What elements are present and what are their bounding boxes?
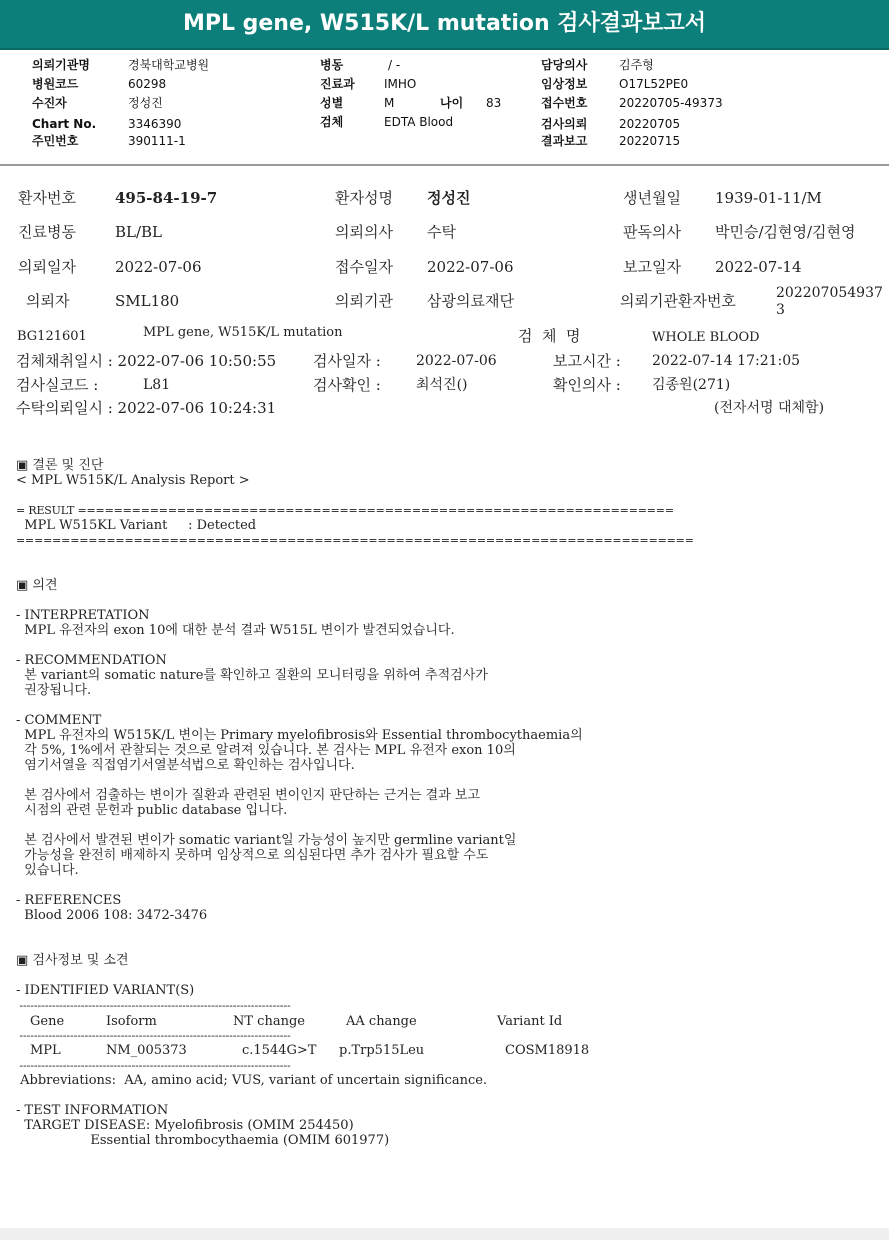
recommendation-text-2: 권장됩니다. <box>16 683 92 698</box>
label-institution: 의뢰기관명 <box>32 58 90 72</box>
value-institution-patient-no-line1: 202207054937 <box>776 285 883 301</box>
label-request-date: 의뢰일자 <box>18 258 76 276</box>
label-test-confirm: 검사확인 : <box>313 376 381 394</box>
value-chart-no: 3346390 <box>128 117 182 131</box>
variants-col-nt-change: NT change <box>233 1014 305 1029</box>
label-patient-name: 환자성명 <box>335 189 393 207</box>
variant-aa-change: p.Trp515Leu <box>339 1043 425 1058</box>
result-separator: = RESULT ================================================================== <box>16 504 674 517</box>
label-ward-2: 진료병동 <box>18 223 76 241</box>
label-department: 진료과 <box>320 77 355 91</box>
label-receipt-no: 접수번호 <box>541 96 588 110</box>
interpretation-text: MPL 유전자의 exon 10에 대한 분석 결과 W515L 변이가 발견되었습니다. <box>16 623 455 638</box>
value-age: 83 <box>486 96 502 110</box>
value-ward-2: BL/BL <box>115 223 163 241</box>
conclusion-heading: ▣ 결론 및 진단 <box>16 458 104 473</box>
value-department: IMHO <box>384 77 417 91</box>
value-receipt-no: 20220705-49373 <box>619 96 723 110</box>
value-hospital-code: 60298 <box>128 77 167 91</box>
value-receipt-date: 2022-07-06 <box>427 258 514 276</box>
target-disease-line-1: TARGET DISEASE: Myelofibrosis (OMIM 254450) <box>16 1118 354 1133</box>
label-confirming-doctor: 확인의사 : <box>553 376 621 394</box>
label-institution-patient-no: 의뢰기관환자번호 <box>620 292 736 310</box>
value-institution: 경북대학교병원 <box>128 58 210 72</box>
equals-separator: =========================================================================== <box>16 534 694 547</box>
label-ward: 병동 <box>320 58 344 72</box>
consignment-datetime: 수탁의뢰일시 : 2022-07-06 10:24:31 <box>16 399 277 417</box>
result-value: MPL W515KL Variant : Detected <box>16 518 257 533</box>
test-information-title: - TEST INFORMATION <box>16 1103 169 1118</box>
value-reading-doctor: 박민승/김현영/김현영 <box>715 223 856 241</box>
collection-datetime: 검체채취일시 : 2022-07-06 10:50:55 <box>16 352 277 370</box>
bottom-strip <box>0 1228 889 1240</box>
label-test-request: 검사의뢰 <box>541 117 588 131</box>
abbreviations: Abbreviations: AA, amino acid; VUS, variant of uncertain significance. <box>16 1073 488 1088</box>
opinion-heading: ▣ 의견 <box>16 578 58 593</box>
label-doctor: 담당의사 <box>541 58 588 72</box>
label-examinee: 수진자 <box>32 96 67 110</box>
test-code: BG121601 <box>17 329 87 344</box>
value-clinical-info: O17L52PE0 <box>619 77 689 91</box>
value-specimen-name: WHOLE BLOOD <box>652 330 760 345</box>
label-requesting-doctor: 의뢰의사 <box>335 223 393 241</box>
value-dob: 1939-01-11/M <box>715 189 822 207</box>
value-lab-code: L81 <box>143 377 171 393</box>
value-patient-id: 495-84-19-7 <box>115 189 218 207</box>
variant-gene: MPL <box>30 1043 61 1058</box>
variants-table-top-rule: --------------------------------------------------------------------------- <box>16 999 291 1012</box>
value-requesting-institution: 삼광의료재단 <box>427 292 514 310</box>
value-report-date: 2022-07-14 <box>715 258 802 276</box>
variants-col-aa-change: AA change <box>346 1014 417 1029</box>
identified-variants-title: - IDENTIFIED VARIANT(S) <box>16 983 195 998</box>
label-lab-code: 검사실코드 : <box>16 376 99 394</box>
variant-isoform: NM_005373 <box>106 1043 187 1058</box>
value-test-request: 20220705 <box>619 117 681 131</box>
comment-line-5: 시점의 관련 문헌과 public database 입니다. <box>16 803 288 818</box>
electronic-signature-note: (전자서명 대체함) <box>714 400 825 416</box>
variant-id: COSM18918 <box>505 1043 590 1058</box>
value-institution-patient-no-line2: 3 <box>776 302 785 318</box>
report-title: MPL gene, W515K/L mutation 검사결과보고서 <box>182 11 707 36</box>
variants-table-bottom-rule: --------------------------------------------------------------------------- <box>16 1059 291 1072</box>
variants-col-gene: Gene <box>30 1014 65 1029</box>
label-clinical-info: 임상정보 <box>541 77 588 91</box>
label-hospital-code: 병원코드 <box>32 77 79 91</box>
comment-title: - COMMENT <box>16 713 102 728</box>
value-confirming-doctor: 김종원(271) <box>652 377 731 393</box>
comment-line-2: 각 5%, 1%에서 관찰되는 것으로 알려져 있습니다. 본 검사는 MPL 유전자 exon 10의 <box>16 743 516 758</box>
value-requester: SML180 <box>115 292 180 310</box>
references-title: - REFERENCES <box>16 893 122 908</box>
variants-col-variant-id: Variant Id <box>497 1014 563 1029</box>
value-patient-name: 정성진 <box>427 189 471 207</box>
target-disease-line-2: Essential thrombocythaemia (OMIM 601977) <box>16 1133 390 1148</box>
comment-line-4: 본 검사에서 검출하는 변이가 질환과 관련된 변이인지 판단하는 근거는 결과 보고 <box>16 788 481 803</box>
label-result-report: 결과보고 <box>541 134 588 148</box>
variants-col-isoform: Isoform <box>106 1014 157 1029</box>
value-sex: M <box>384 96 395 110</box>
recommendation-title: - RECOMMENDATION <box>16 653 167 668</box>
interpretation-title: - INTERPRETATION <box>16 608 150 623</box>
value-report-time: 2022-07-14 17:21:05 <box>652 353 801 369</box>
comment-line-3: 염기서열을 직접염기서열분석법으로 확인하는 검사입니다. <box>16 758 355 773</box>
comment-line-7: 가능성을 완전히 배제하지 못하며 임상적으로 의심된다면 추가 검사가 필요할 수도 <box>16 848 489 863</box>
label-requester: 의뢰자 <box>26 292 70 310</box>
comment-line-1: MPL 유전자의 W515K/L 변이는 Primary myelofibrosis와 Essential thrombocythaemia의 <box>16 728 583 743</box>
label-chart-no: Chart No. <box>32 117 97 131</box>
test-info-heading: ▣ 검사정보 및 소견 <box>16 953 129 968</box>
recommendation-text-1: 본 variant의 somatic nature를 확인하고 질환의 모니터링을 위하여 추적검사가 <box>16 668 488 683</box>
value-doctor: 김주형 <box>619 58 654 72</box>
value-ward: / - <box>388 58 401 72</box>
references-text: Blood 2006 108: 3472-3476 <box>16 908 208 923</box>
comment-line-8: 있습니다. <box>16 863 79 878</box>
test-name: MPL gene, W515K/L mutation <box>143 325 343 340</box>
value-request-date: 2022-07-06 <box>115 258 202 276</box>
value-result-report: 20220715 <box>619 134 681 148</box>
comment-line-6: 본 검사에서 발견된 변이가 somatic variant일 가능성이 높지만 germline variant일 <box>16 833 517 848</box>
report-title-banner <box>0 0 889 50</box>
label-specimen-name: 검 체 명 <box>518 327 581 345</box>
label-age: 나이 <box>440 96 464 110</box>
value-examinee: 정성진 <box>128 96 163 110</box>
variants-table-mid-rule: --------------------------------------------------------------------------- <box>16 1029 291 1042</box>
value-resident-no: 390111-1 <box>128 134 186 148</box>
label-report-time: 보고시간 : <box>553 352 621 370</box>
label-report-date: 보고일자 <box>623 258 681 276</box>
report-subtitle: < MPL W515K/L Analysis Report > <box>16 473 250 488</box>
value-test-confirm: 최석진() <box>416 377 468 393</box>
label-patient-id: 환자번호 <box>18 189 76 207</box>
header-divider <box>0 164 889 166</box>
label-resident-no: 주민번호 <box>32 134 79 148</box>
variant-nt-change: c.1544G>T <box>242 1043 317 1058</box>
label-reading-doctor: 판독의사 <box>623 223 681 241</box>
value-test-date: 2022-07-06 <box>416 353 497 369</box>
value-requesting-doctor: 수탁 <box>427 223 456 241</box>
label-sex: 성별 <box>320 96 344 110</box>
label-test-date: 검사일자 : <box>313 352 381 370</box>
label-receipt-date: 접수일자 <box>335 258 393 276</box>
value-specimen: EDTA Blood <box>384 115 454 129</box>
label-requesting-institution: 의뢰기관 <box>335 292 393 310</box>
label-specimen: 검체 <box>320 115 344 129</box>
label-dob: 생년월일 <box>623 189 681 207</box>
